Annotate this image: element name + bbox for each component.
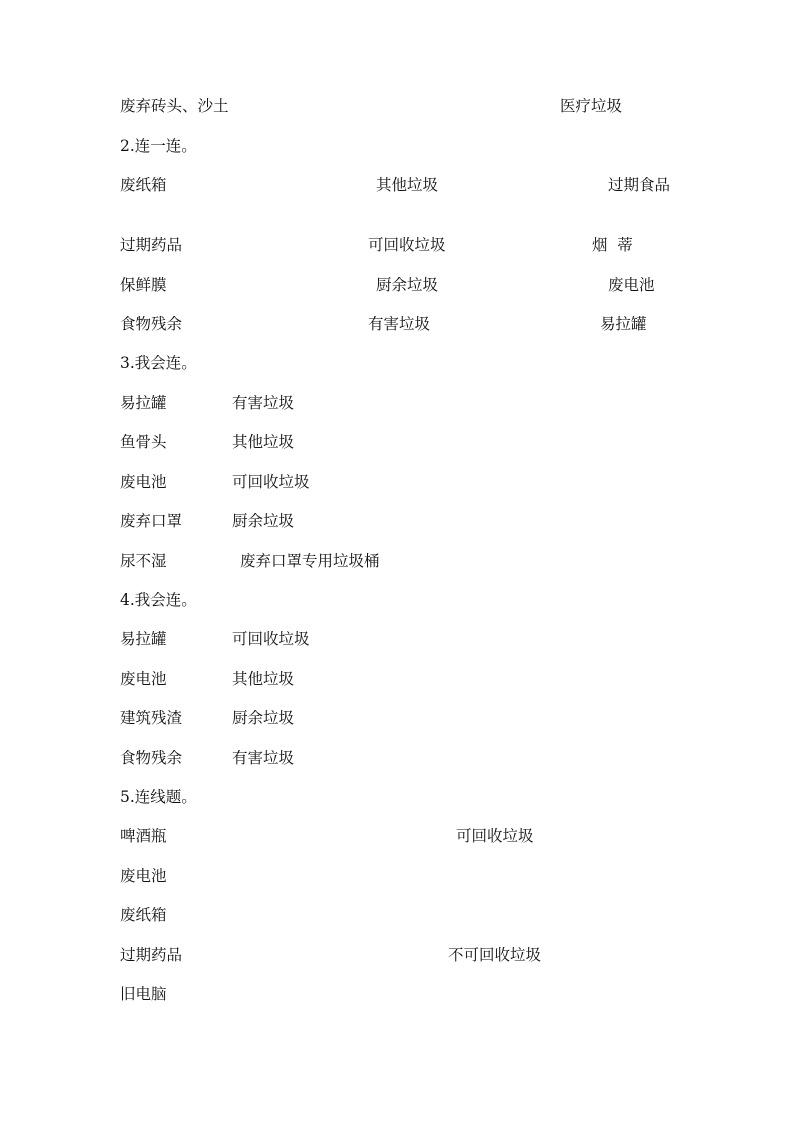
s3-category: 其他垃圾 bbox=[232, 433, 295, 451]
s5-category: 可回收垃圾 bbox=[456, 827, 534, 845]
s2-col2-item: 可回收垃圾 bbox=[368, 236, 446, 254]
section-heading: 3.我会连。 bbox=[120, 354, 197, 372]
s2-col2-item: 厨余垃圾 bbox=[376, 276, 439, 294]
section-heading: 4.我会连。 bbox=[120, 591, 197, 609]
s2-col1-item: 保鲜膜 bbox=[120, 276, 167, 294]
s3-category: 可回收垃圾 bbox=[232, 473, 310, 491]
s2-col3-item: 废电池 bbox=[608, 276, 655, 294]
s2-col3-item: 烟 蒂 bbox=[592, 236, 633, 254]
s1-category: 医疗垃圾 bbox=[560, 97, 623, 115]
s4-category: 其他垃圾 bbox=[232, 670, 295, 688]
s4-item: 建筑残渣 bbox=[120, 709, 183, 727]
s3-item: 易拉罐 bbox=[120, 394, 167, 412]
s2-col3-item: 过期食品 bbox=[608, 176, 671, 194]
s5-category: 不可回收垃圾 bbox=[448, 946, 542, 964]
section-heading: 5.连线题。 bbox=[120, 788, 197, 806]
s3-category: 有害垃圾 bbox=[232, 394, 295, 412]
s2-col1-item: 废纸箱 bbox=[120, 176, 167, 194]
s2-col2-item: 有害垃圾 bbox=[368, 315, 431, 333]
s3-category: 厨余垃圾 bbox=[232, 512, 295, 530]
s2-col1-item: 食物残余 bbox=[120, 315, 183, 333]
s3-item: 尿不湿 bbox=[120, 552, 167, 570]
s4-item: 易拉罐 bbox=[120, 630, 167, 648]
s4-item: 食物残余 bbox=[120, 749, 183, 767]
s5-item: 旧电脑 bbox=[120, 985, 167, 1003]
s3-item: 废电池 bbox=[120, 473, 167, 491]
s4-category: 有害垃圾 bbox=[232, 749, 295, 767]
s4-category: 可回收垃圾 bbox=[232, 630, 310, 648]
s5-item: 啤酒瓶 bbox=[120, 827, 167, 845]
s2-col1-item: 过期药品 bbox=[120, 236, 183, 254]
s5-item: 废纸箱 bbox=[120, 906, 167, 924]
s3-item: 鱼骨头 bbox=[120, 433, 167, 451]
s4-category: 厨余垃圾 bbox=[232, 709, 295, 727]
s1-item: 废弃砖头、沙土 bbox=[120, 97, 229, 115]
s5-item: 过期药品 bbox=[120, 946, 183, 964]
s4-item: 废电池 bbox=[120, 670, 167, 688]
s5-item: 废电池 bbox=[120, 867, 167, 885]
s2-col3-item: 易拉罐 bbox=[600, 315, 647, 333]
s2-col2-item: 其他垃圾 bbox=[376, 176, 439, 194]
s3-category: 废弃口罩专用垃圾桶 bbox=[240, 552, 380, 570]
s3-item: 废弃口罩 bbox=[120, 512, 183, 530]
section-heading: 2.连一连。 bbox=[120, 137, 197, 155]
